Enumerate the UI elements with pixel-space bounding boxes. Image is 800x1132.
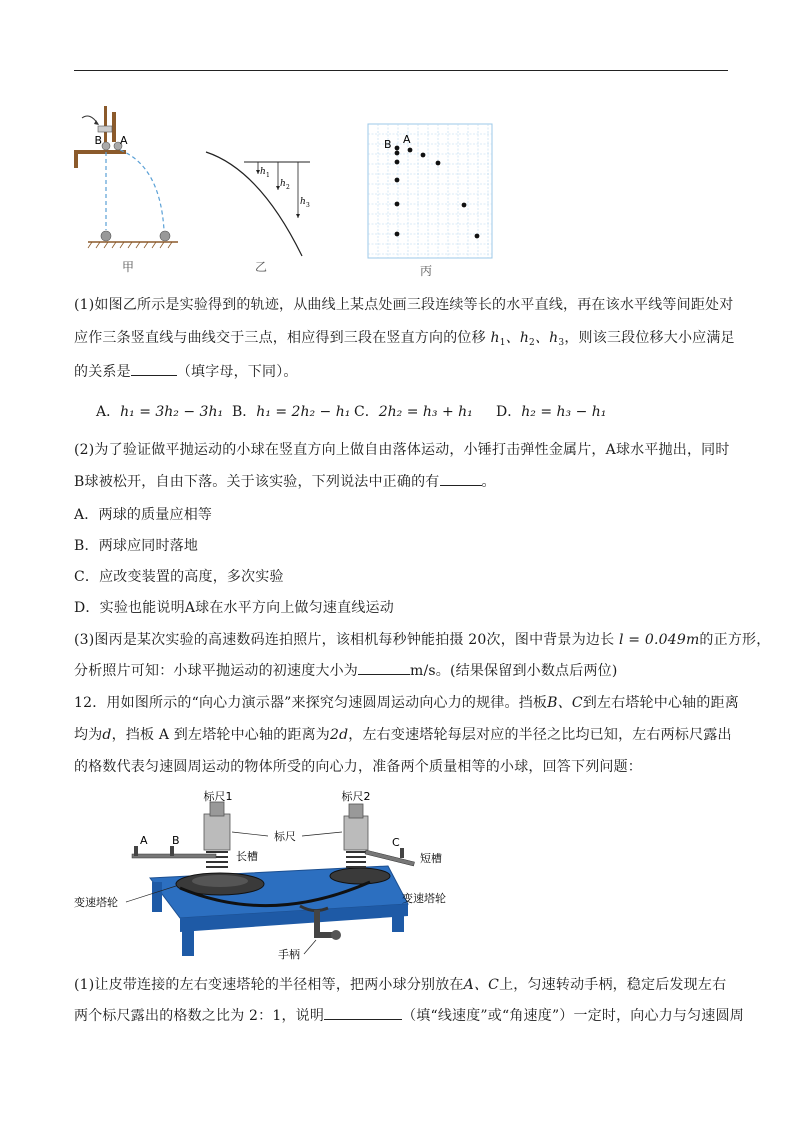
answer-blank-q11-1[interactable] (131, 375, 177, 376)
q11-p1-option-b[interactable]: B．h₁ = 2h₂ − h₁ (232, 404, 351, 420)
bing-label-a: A (403, 133, 411, 146)
q11-p1-line3 (74, 362, 734, 382)
q11-p1-line1: (1)如图乙所示是实验得到的轨迹，从曲线上某点处画三段连续等长的水平直线，再在该水平线等间距处对 (74, 297, 734, 313)
label-ruler2: 标尺2 (341, 790, 371, 803)
label-ruler: 标尺 (274, 830, 296, 843)
yi-h1-sub: 1 (266, 172, 270, 179)
yi-h2-sub: 2 (286, 184, 290, 191)
label-left-wheel: 变速塔轮 (74, 896, 118, 909)
figure-jia (68, 100, 188, 260)
caption-yi: 乙 (255, 260, 268, 274)
q12-p1-line2: 两个标尺露出的格数之比为 2：1，说明 （填“线速度”或“角速度”）一定时，向心力与匀速圆周 (74, 1008, 744, 1024)
q11-p3-line2-b: m/s。(结果保留到小数点后两位) (410, 663, 618, 679)
displacement-symbols: $h_1$、$h_2$、$h_3$ (490, 330, 565, 348)
q11-p3-line1-c: 的正方形， (699, 632, 771, 648)
figure-yi (200, 148, 320, 260)
q11-p2-line1: (2)为了验证做平抛运动的小球在竖直方向上做自由落体运动，小锤打击弹性金属片，A球水平抛出，同时 (74, 442, 730, 458)
answer-blank-q12-1[interactable] (324, 1019, 402, 1020)
q11-p2-line2-b: 。 (481, 474, 496, 490)
q12-line1: 12．用如图所示的“向心力演示器”来探究匀速圆周运动向心力的规律。挡板B、C到左右塔轮中心轴的距离 (74, 695, 739, 711)
label-b: B (172, 834, 180, 847)
label-short-slot: 短槽 (420, 852, 442, 865)
yi-h2: h (280, 179, 286, 189)
label-ruler1: 标尺1 (203, 790, 233, 803)
bing-label-b: B (384, 138, 392, 151)
q11-p1-option-c[interactable]: C．2h₂ = h₃ + h₁ (354, 404, 473, 420)
yi-h1: h (260, 167, 266, 177)
q11-p2-option-a[interactable]: A．两球的质量应相等 (74, 507, 213, 523)
q11-p1-line3-b: （填字母，下同）。 (176, 364, 298, 380)
q12-line2: 均为d，挡板 A 到左塔轮中心轴的距离为2d，左右变速塔轮每层对应的半径之比均已知，左右两标尺露出 (74, 727, 732, 743)
q11-p2-option-d[interactable]: D．实验也能说明A球在水平方向上做匀速直线运动 (74, 600, 394, 616)
q11-p3-line1-a: (3)图丙是某次实验的高速数码连拍照片，该相机每秒钟能拍摄 20次，图中背景为边长 (74, 632, 615, 648)
caption-jia: 甲 (122, 260, 135, 274)
jia-label-b: B (94, 134, 102, 147)
q11-p1-option-a[interactable]: A．h₁ = 3h₂ − 3h₁ (96, 404, 224, 420)
q11-p3-line1 (74, 630, 771, 650)
answer-blank-q11-3[interactable] (358, 674, 410, 675)
label-right-wheel: 变速塔轮 (402, 892, 446, 905)
label-handle: 手柄 (278, 948, 300, 961)
q11-p2-line2 (74, 472, 734, 492)
q11-p3-line2 (74, 661, 734, 681)
q11-p2-option-c[interactable]: C．应改变装置的高度，多次实验 (74, 569, 284, 585)
caption-bing: 丙 (420, 264, 433, 278)
side-length: l = 0.049m (618, 632, 700, 648)
label-long-slot: 长槽 (236, 850, 258, 863)
centripetal-apparatus-figure (70, 786, 470, 964)
q11-p1-option-d[interactable]: D．h₂ = h₃ − h₁ (496, 404, 607, 420)
answer-blank-q11-2[interactable] (440, 485, 482, 486)
q11-p2-line2-a: B球被松开，自由下落。关于该实验，下列说法中正确的有 (74, 474, 440, 490)
q11-p2-option-b[interactable]: B．两球应同时落地 (74, 538, 199, 554)
jia-label-a: A (120, 134, 128, 147)
label-c: C (392, 836, 400, 849)
yi-h3: h (300, 197, 306, 207)
yi-h3-sub: 3 (306, 202, 310, 209)
header-rule (74, 70, 728, 71)
q11-p1-line2 (74, 328, 734, 353)
q11-p1-line3-a: 的关系是 (74, 364, 131, 380)
figure-bing (366, 122, 496, 262)
q11-p1-line2-b: ，则该三段位移大小应满足 (564, 330, 735, 346)
q12-line3: 的格数代表匀速圆周运动的物体所受的向心力，准备两个质量相等的小球，回答下列问题： (74, 759, 642, 775)
q12-p1-line1: (1)让皮带连接的左右变速塔轮的半径相等，把两小球分别放在A、C上，匀速转动手柄，稳定后发现左右 (74, 977, 727, 993)
label-a: A (140, 834, 148, 847)
q11-p1-line2-a: 应作三条竖直线与曲线交于三点，相应得到三段在竖直方向的位移 (74, 330, 486, 346)
q11-p3-line2-a: 分析照片可知：小球平抛运动的初速度大小为 (74, 663, 358, 679)
